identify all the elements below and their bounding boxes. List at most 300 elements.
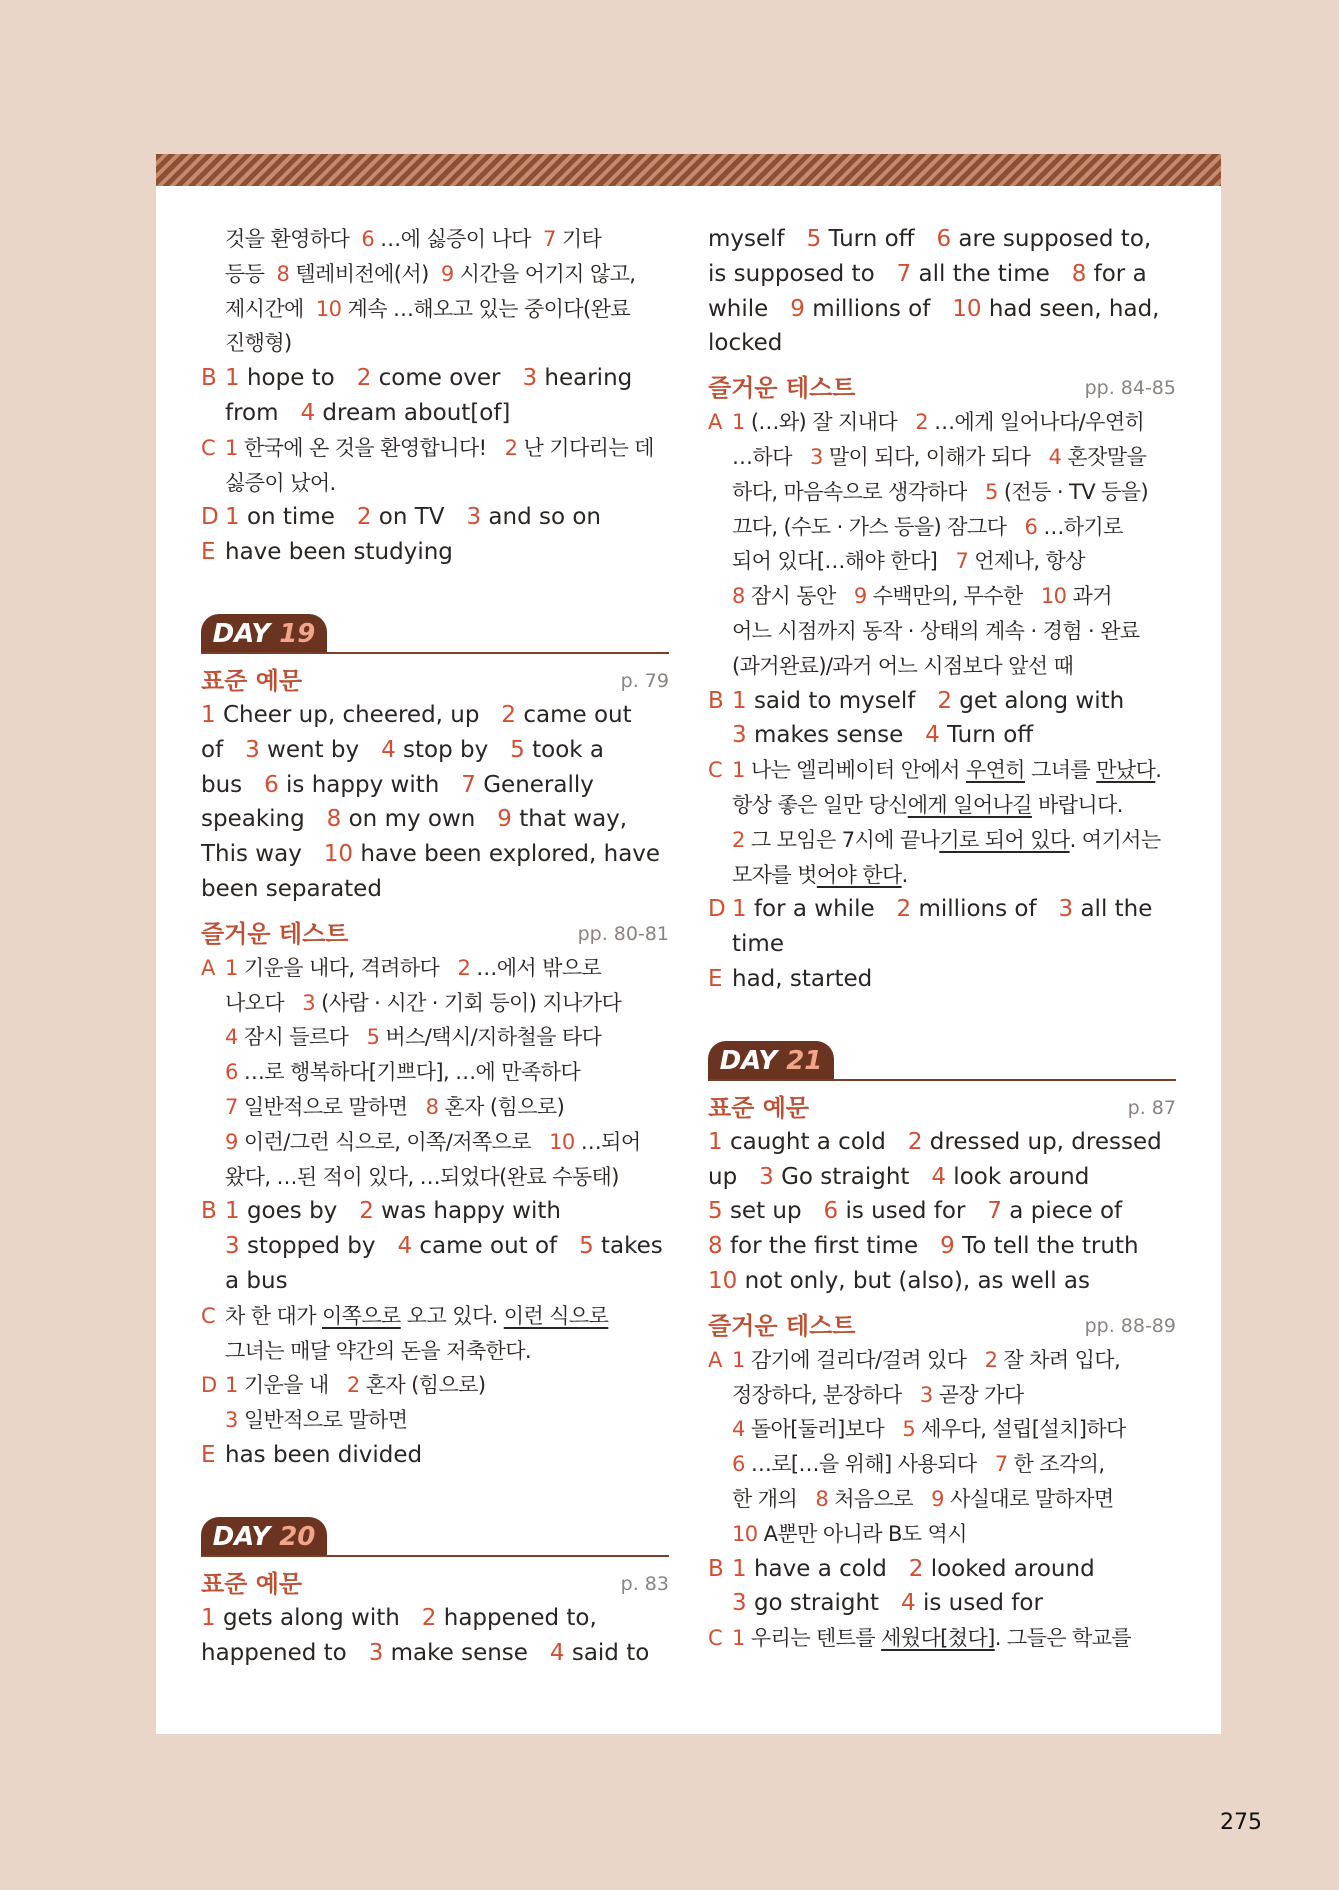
answer-text xyxy=(732,823,1161,858)
section-heading xyxy=(708,371,1176,405)
answer-text xyxy=(732,510,1123,545)
text-segment: 감기에 걸리다/걸려 있다 xyxy=(744,1347,985,1372)
day-word: DAY xyxy=(719,1045,787,1076)
item-number: 7 xyxy=(225,1094,238,1119)
answer-line xyxy=(201,733,669,768)
answer-line xyxy=(201,698,669,733)
text-segment: all the xyxy=(1073,896,1153,923)
text-segment: . 여기서는 xyxy=(1069,827,1161,852)
item-number: 2 xyxy=(908,1555,924,1582)
item-number: 9 xyxy=(225,1129,238,1154)
answer-text xyxy=(225,1299,608,1334)
text-segment: …되어 xyxy=(574,1129,641,1154)
item-number: 9 xyxy=(853,584,867,609)
text-segment: 한 개의 xyxy=(732,1486,816,1511)
page-number: 275 xyxy=(1220,1810,1262,1835)
answer-text xyxy=(201,768,594,803)
text-segment: from xyxy=(225,399,301,426)
answer-text xyxy=(732,1552,1095,1587)
answer-line xyxy=(708,962,1176,997)
item-number: 5 xyxy=(708,1198,723,1225)
answer-text xyxy=(732,858,908,893)
text-segment: for a xyxy=(1086,260,1147,287)
item-number: 5 xyxy=(902,1417,916,1442)
answer-line xyxy=(708,1125,1176,1160)
item-number: 1 xyxy=(708,1128,723,1155)
answer-line xyxy=(708,1343,1176,1378)
item-number: 2 xyxy=(915,410,928,435)
item-number: 4 xyxy=(397,1233,413,1260)
text-segment: hearing xyxy=(537,365,633,392)
text-segment: 잘 차려 입다, xyxy=(997,1347,1121,1372)
day-heading xyxy=(201,1517,669,1557)
text-segment: 나오다 xyxy=(225,990,303,1015)
text-segment: 사실대로 말하자면 xyxy=(943,1486,1114,1511)
section-heading xyxy=(708,1309,1176,1343)
answer-line xyxy=(201,326,669,361)
text-segment: 우리는 텐트를 xyxy=(744,1626,882,1651)
answer-line xyxy=(708,440,1176,475)
answer-line xyxy=(708,649,1176,684)
text-segment: 텔레비전에(서) xyxy=(289,261,441,286)
answer-text xyxy=(201,872,382,907)
text-segment: set up xyxy=(722,1198,824,1225)
text-segment: are supposed to, xyxy=(951,226,1152,252)
text-segment: speaking xyxy=(201,806,327,833)
answer-line xyxy=(708,1229,1176,1264)
underlined-phrase: 기로 되어 있다 xyxy=(939,827,1070,852)
item-number: 2 xyxy=(421,1604,437,1631)
item-number: 4 xyxy=(225,1025,238,1050)
text-segment: is used for xyxy=(838,1198,988,1225)
text-segment: time xyxy=(732,931,784,958)
day-tab xyxy=(201,1517,327,1555)
text-segment: 기운을 내다, 격려하다 xyxy=(237,955,458,980)
item-number: 6 xyxy=(264,771,279,798)
text-segment: 세우다, 설립[설치]하다 xyxy=(915,1417,1126,1442)
item-number: 4 xyxy=(1048,444,1062,469)
answer-text xyxy=(708,1125,1162,1160)
item-number: 4 xyxy=(925,722,940,749)
text-segment: . 그들은 학교를 xyxy=(994,1626,1132,1651)
text-segment: …에서 밖으로 xyxy=(470,955,602,980)
item-number: 10 xyxy=(952,295,982,322)
text-segment: is supposed to xyxy=(708,260,897,287)
day-word: DAY xyxy=(212,1521,280,1552)
section-heading xyxy=(201,917,669,951)
underlined-phrase: 우연히 xyxy=(965,758,1025,783)
answer-line xyxy=(201,1264,669,1299)
text-segment: 한 조각의, xyxy=(1007,1452,1105,1477)
item-number: 5 xyxy=(579,1233,594,1260)
answer-text xyxy=(732,788,1123,823)
text-segment: 곧장 가다 xyxy=(932,1382,1024,1407)
text-segment: 정장하다, 분장하다 xyxy=(732,1382,920,1407)
text-segment: 말이 되다, 이해가 되다 xyxy=(822,444,1049,469)
item-number: 9 xyxy=(440,261,454,286)
text-segment: 항상 좋은 일만 당신 xyxy=(732,792,908,817)
item-number: 3 xyxy=(225,1233,240,1260)
underlined-phrase: 세웠다[쳤다] xyxy=(881,1626,995,1651)
text-segment: …에 싫증이 나다 xyxy=(374,227,544,251)
item-number: 9 xyxy=(497,806,512,833)
answer-line xyxy=(708,823,1176,858)
answer-text xyxy=(732,1343,1120,1378)
answer-line xyxy=(708,788,1176,823)
answer-text xyxy=(225,1264,288,1299)
underlined-phrase: 이쪽으로 xyxy=(321,1303,401,1328)
item-number: 6 xyxy=(823,1198,839,1225)
text-segment: 혼자 (힘으로) xyxy=(359,1373,486,1398)
text-segment: dressed up, dressed xyxy=(922,1128,1162,1155)
answer-text xyxy=(732,892,1152,927)
answer-text xyxy=(732,1517,967,1552)
text-segment: (전등 · TV 등을) xyxy=(997,479,1149,504)
item-number: 10 xyxy=(323,841,354,868)
item-number: 2 xyxy=(896,896,912,923)
answer-text xyxy=(732,405,1144,440)
exercise-label: B xyxy=(201,365,217,392)
answer-line xyxy=(201,1636,669,1671)
exercise-label: D xyxy=(201,504,219,531)
answer-text xyxy=(732,440,1146,475)
text-segment: …로[…을 위해] 사용되다 xyxy=(744,1452,995,1477)
answer-text xyxy=(225,1125,641,1160)
item-number: 3 xyxy=(732,1590,747,1617)
text-segment: . xyxy=(901,862,908,887)
answer-line xyxy=(708,1482,1176,1517)
answer-line xyxy=(201,1229,669,1264)
item-number: 2 xyxy=(346,1373,360,1398)
answer-line xyxy=(708,1552,1176,1587)
answer-text xyxy=(201,1636,649,1671)
answer-line xyxy=(201,951,669,986)
answer-line xyxy=(708,858,1176,893)
text-segment: 오고 있다. xyxy=(400,1303,504,1328)
text-segment: dream about[of] xyxy=(315,399,511,426)
answer-text xyxy=(732,962,872,997)
item-number: 2 xyxy=(359,1198,374,1225)
text-segment: 기타 xyxy=(555,227,602,251)
answer-text xyxy=(225,361,632,396)
text-segment: for a while xyxy=(746,896,897,923)
answer-text xyxy=(225,466,336,501)
answer-text xyxy=(225,1194,561,1229)
item-number: 8 xyxy=(1071,260,1087,287)
text-segment: 이런/그런 식으로, 이쪽/저쪽으로 xyxy=(237,1129,550,1154)
day-heading xyxy=(708,1041,1176,1081)
answer-line xyxy=(708,1194,1176,1229)
item-number: 1 xyxy=(225,955,238,980)
page-reference: pp. 88-89 xyxy=(1084,1314,1176,1337)
answer-text xyxy=(225,431,654,466)
answer-line xyxy=(708,222,1176,257)
answer-line xyxy=(201,361,669,396)
underlined-phrase: 어야 한다 xyxy=(816,862,902,887)
section-heading xyxy=(708,1091,1176,1125)
text-segment: 처음으로 xyxy=(828,1486,932,1511)
answer-line xyxy=(708,326,1176,361)
section-title: 표준 예문 xyxy=(201,1569,303,1598)
answer-line xyxy=(201,1601,669,1636)
answer-text xyxy=(732,1447,1104,1482)
day-number: 19 xyxy=(279,618,316,649)
item-number: 10 xyxy=(1040,584,1067,609)
page-reference: pp. 80-81 xyxy=(577,922,669,945)
item-number: 1 xyxy=(732,896,747,923)
text-segment: not only, but (also), as well as xyxy=(737,1267,1090,1294)
text-segment: 되어 있다[…해야 한다] xyxy=(732,549,956,574)
text-segment: have a cold xyxy=(746,1555,909,1582)
text-segment: 차 한 대가 xyxy=(225,1303,322,1328)
item-number: 1 xyxy=(225,435,238,460)
text-segment: 싫증이 났어. xyxy=(225,470,336,495)
answer-text xyxy=(225,222,601,257)
answer-line xyxy=(708,1447,1176,1482)
answer-text xyxy=(225,1403,407,1438)
item-number: 8 xyxy=(708,1233,723,1260)
exercise-label: B xyxy=(201,1198,217,1225)
day-tab xyxy=(708,1041,834,1079)
text-segment: 버스/택시/지하철을 타다 xyxy=(379,1025,602,1050)
text-segment: stopped by xyxy=(239,1233,398,1260)
text-segment: on my own xyxy=(341,806,498,833)
text-segment: has been divided xyxy=(225,1441,423,1468)
item-number: 1 xyxy=(732,410,745,435)
text-segment: make sense xyxy=(383,1639,550,1666)
item-number: 4 xyxy=(381,736,396,763)
text-segment: on TV xyxy=(371,504,467,531)
answer-text xyxy=(732,544,1085,579)
text-segment: for the first time xyxy=(722,1233,941,1260)
answer-line xyxy=(201,222,669,257)
item-number: 7 xyxy=(896,260,912,287)
header-stripe xyxy=(156,154,1221,186)
item-number: 4 xyxy=(931,1163,946,1190)
text-segment: 왔다, …된 적이 있다, …되었다(완료 수동태) xyxy=(225,1164,619,1189)
page-reference: p. 79 xyxy=(620,669,669,692)
answer-text xyxy=(708,222,1151,257)
item-number: 1 xyxy=(732,1347,745,1372)
section-title: 표준 예문 xyxy=(708,1093,810,1122)
item-number: 3 xyxy=(522,365,538,392)
answer-text xyxy=(732,475,1148,510)
answer-line xyxy=(708,1517,1176,1552)
text-segment: 난 기다리는 데 xyxy=(517,435,654,460)
answer-text xyxy=(732,927,784,962)
item-number: 1 xyxy=(225,365,240,392)
text-segment: of xyxy=(201,736,246,763)
text-segment: millions of xyxy=(804,295,953,322)
text-segment: 수백만의, 무수한 xyxy=(866,584,1041,609)
item-number: 8 xyxy=(425,1094,439,1119)
item-number: 1 xyxy=(225,1198,240,1225)
answer-text xyxy=(708,1264,1090,1299)
page-reference: p. 87 xyxy=(1127,1096,1176,1119)
item-number: 3 xyxy=(245,736,260,763)
item-number: 2 xyxy=(984,1347,998,1372)
answer-text xyxy=(732,1412,1126,1447)
text-segment: happened to, xyxy=(436,1604,597,1631)
text-segment: 돌아[둘러]보다 xyxy=(744,1417,903,1442)
answer-line xyxy=(708,579,1176,614)
text-segment: is happy with xyxy=(278,771,462,798)
text-segment: went by xyxy=(259,736,382,763)
answer-text xyxy=(708,292,1159,327)
exercise-label: E xyxy=(201,539,216,566)
answer-text xyxy=(225,1438,422,1473)
answer-text xyxy=(732,718,1033,753)
text-segment: Generally xyxy=(475,771,594,798)
answer-line xyxy=(201,1125,669,1160)
exercise-label: B xyxy=(708,687,724,714)
text-segment: 과거 xyxy=(1066,584,1112,609)
item-number: 2 xyxy=(501,701,517,728)
answer-line xyxy=(201,431,669,466)
answer-line xyxy=(708,510,1176,545)
section-title: 즐거운 테스트 xyxy=(708,374,856,403)
text-segment: 끄다, (수도 · 가스 등을) 잠그다 xyxy=(732,514,1025,539)
text-segment: said to xyxy=(564,1639,650,1666)
item-number: 8 xyxy=(326,806,342,833)
text-segment: 모자를 벗 xyxy=(732,862,817,887)
answer-text xyxy=(732,614,1140,649)
answer-line xyxy=(708,684,1176,719)
answer-text xyxy=(708,326,782,361)
answer-text xyxy=(225,257,635,292)
answer-text xyxy=(225,986,621,1021)
answer-line xyxy=(201,1438,669,1473)
answer-line xyxy=(708,753,1176,788)
text-segment: that way, xyxy=(511,806,628,833)
answer-text xyxy=(732,753,1161,788)
text-segment: To tell the truth xyxy=(954,1233,1139,1260)
answer-line xyxy=(708,927,1176,962)
text-segment: Turn off xyxy=(821,226,937,252)
item-number: 1 xyxy=(225,1373,238,1398)
text-segment: took a xyxy=(524,736,605,763)
text-segment: been separated xyxy=(201,875,382,902)
item-number: 1 xyxy=(225,504,240,531)
text-segment: (사람 · 시간 · 기회 등이) 지나가다 xyxy=(315,990,622,1015)
item-number: 7 xyxy=(987,1198,1002,1225)
section-heading xyxy=(201,664,669,698)
answer-text xyxy=(225,535,453,570)
item-number: 8 xyxy=(276,261,290,286)
text-segment: 계속 …해오고 있는 중이다(완료 xyxy=(341,296,630,321)
item-number: 10 xyxy=(708,1267,738,1294)
text-segment: a piece of xyxy=(1002,1198,1123,1225)
text-segment: bus xyxy=(201,771,265,798)
answer-text xyxy=(225,326,292,361)
item-number: 1 xyxy=(732,1555,747,1582)
text-segment: 나는 엘리베이터 안에서 xyxy=(744,758,966,783)
item-number: 10 xyxy=(315,296,342,321)
text-segment: 하다, 마음속으로 생각하다 xyxy=(732,479,985,504)
answer-text xyxy=(732,684,1124,719)
answer-line xyxy=(708,892,1176,927)
answer-line xyxy=(708,544,1176,579)
text-segment: 혼잣말을 xyxy=(1061,444,1147,469)
item-number: 2 xyxy=(732,827,745,852)
answer-line xyxy=(201,1334,669,1369)
answer-line xyxy=(708,1412,1176,1447)
answer-line xyxy=(201,396,669,431)
exercise-label: A xyxy=(201,955,215,980)
item-number: 6 xyxy=(1024,514,1038,539)
answer-text xyxy=(201,698,632,733)
text-segment: goes by xyxy=(239,1198,360,1225)
text-segment: Cheer up, cheered, up xyxy=(215,701,502,728)
item-number: 5 xyxy=(366,1025,380,1050)
item-number: 3 xyxy=(225,1408,238,1433)
answer-text xyxy=(708,257,1147,292)
text-segment: look around xyxy=(946,1163,1090,1190)
answer-line xyxy=(201,292,669,327)
exercise-label: C xyxy=(201,435,216,460)
text-segment: 것을 환영하다 xyxy=(225,227,362,251)
answer-line xyxy=(201,872,669,907)
text-segment: 혼자 (힘으로) xyxy=(438,1094,565,1119)
text-segment: come over xyxy=(371,365,523,392)
text-segment: 등등 xyxy=(225,261,277,286)
exercise-label: A xyxy=(708,1347,722,1372)
text-segment: 그 모임은 7시에 끝나 xyxy=(744,827,940,852)
item-number: 1 xyxy=(732,1626,745,1651)
item-number: 1 xyxy=(732,758,745,783)
item-number: 2 xyxy=(457,955,471,980)
exercise-label: E xyxy=(201,1441,216,1468)
left-column xyxy=(201,222,669,1670)
answer-text xyxy=(732,579,1112,614)
answer-line xyxy=(201,837,669,872)
page-reference: p. 83 xyxy=(620,1572,669,1595)
text-segment: hope to xyxy=(239,365,357,392)
item-number: 4 xyxy=(300,399,316,426)
answer-text xyxy=(225,951,601,986)
exercise-label: E xyxy=(708,965,723,992)
section-heading xyxy=(201,1567,669,1601)
text-segment: 그녀는 매달 약간의 돈을 저축한다. xyxy=(225,1338,531,1363)
text-segment: gets along with xyxy=(215,1604,422,1631)
answer-line xyxy=(201,1403,669,1438)
answer-line xyxy=(201,1020,669,1055)
item-number: 3 xyxy=(368,1639,384,1666)
text-segment: Turn off xyxy=(939,722,1034,749)
text-segment: 기운을 내 xyxy=(237,1373,347,1398)
text-segment: had seen, had, xyxy=(981,295,1160,322)
answer-line xyxy=(708,475,1176,510)
text-segment: 언제나, 항상 xyxy=(968,549,1085,574)
text-segment: 일반적으로 말하면 xyxy=(237,1094,426,1119)
answer-text xyxy=(225,1229,663,1264)
text-segment: A뿐만 아니라 B도 역시 xyxy=(757,1521,967,1546)
answer-line xyxy=(201,500,669,535)
day-heading xyxy=(201,614,669,654)
exercise-label: D xyxy=(708,896,726,923)
text-segment: Go straight xyxy=(773,1163,932,1190)
text-segment: (과거완료)/과거 어느 시점보다 앞선 때 xyxy=(732,653,1074,678)
item-number: 7 xyxy=(994,1452,1008,1477)
item-number: 3 xyxy=(919,1382,933,1407)
item-number: 2 xyxy=(356,365,372,392)
answer-text xyxy=(708,1194,1122,1229)
answer-text xyxy=(225,1020,601,1055)
underlined-phrase: 만났다 xyxy=(1096,758,1156,783)
day-number: 21 xyxy=(786,1045,823,1076)
answer-text xyxy=(225,1055,580,1090)
answer-line xyxy=(708,1160,1176,1195)
